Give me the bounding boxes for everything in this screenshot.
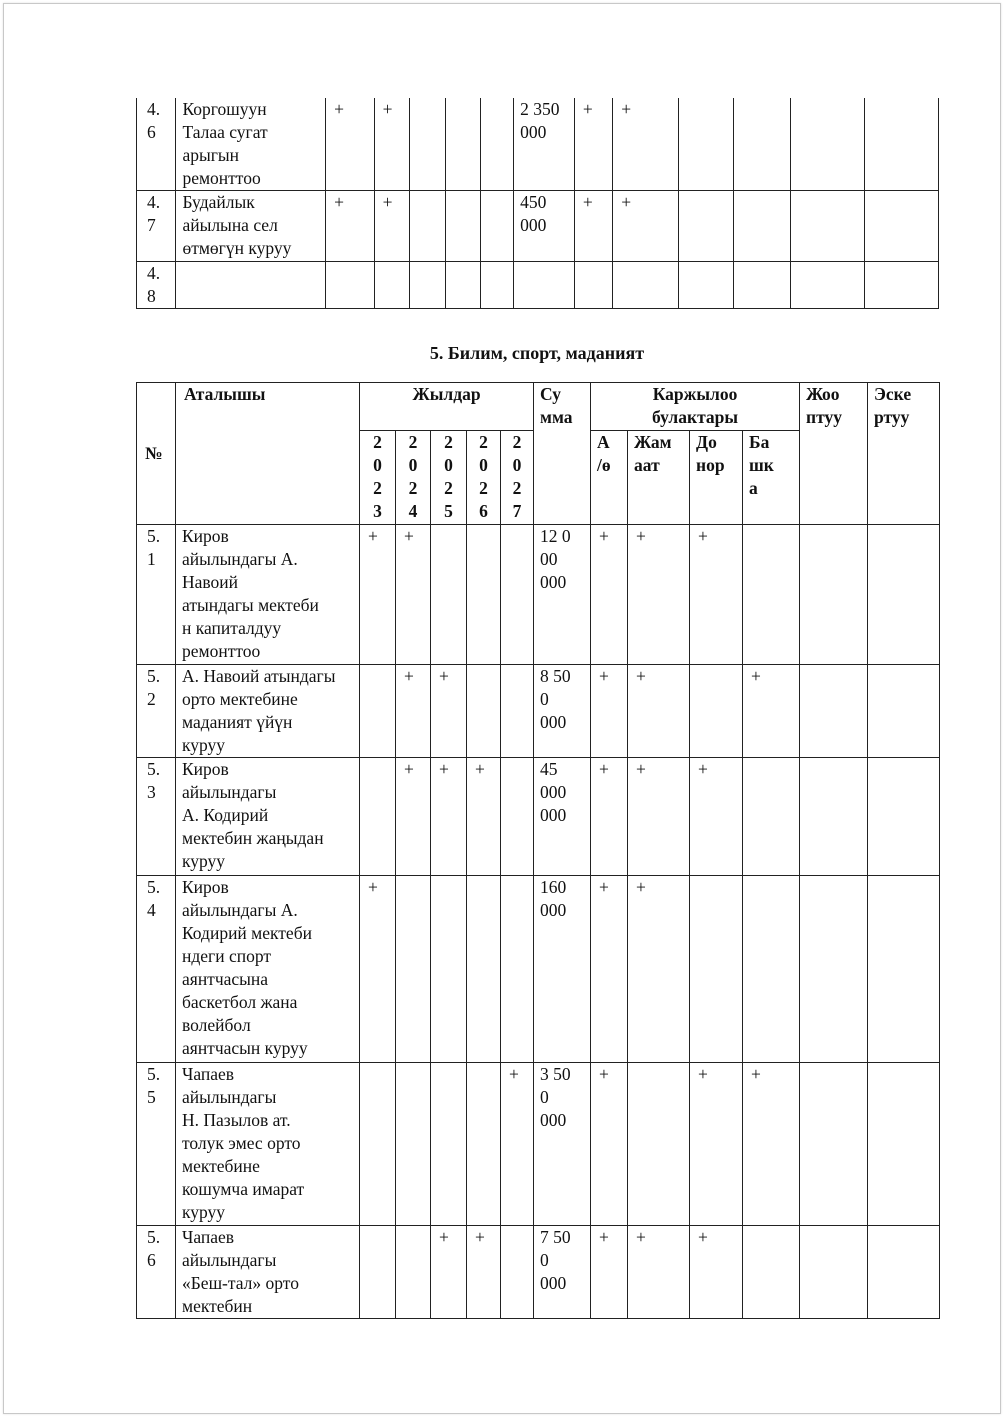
cell-y2023 xyxy=(360,758,396,876)
cell-sum xyxy=(514,262,575,309)
col-header-src-a: А /ө xyxy=(591,431,628,525)
cell-y2024: + xyxy=(396,665,431,758)
cell-y2026 xyxy=(467,525,501,665)
cell-donor xyxy=(679,98,734,191)
cell-jamaat xyxy=(613,262,679,309)
cell-name: Будайлык айылына сел өтмөгүн куруу xyxy=(176,191,326,262)
cell-num: 5. 4 xyxy=(137,876,176,1063)
table-row xyxy=(137,262,939,309)
prev-section-table xyxy=(136,98,939,309)
cell-jamaat: + xyxy=(628,525,690,665)
table-row xyxy=(137,758,940,876)
col-header-src-jamaat: Жам аат xyxy=(628,431,690,525)
cell-responsible xyxy=(800,876,868,1063)
cell-num: 5. 5 xyxy=(137,1063,176,1226)
cell-y2024: + xyxy=(396,525,431,665)
cell-a: + xyxy=(591,525,628,665)
cell-y2025: + xyxy=(431,665,467,758)
cell-jamaat: + xyxy=(613,98,679,191)
cell-note xyxy=(865,191,939,262)
cell-y2024 xyxy=(396,876,431,1063)
header-row-1 xyxy=(137,383,940,431)
cell-num: 4. 7 xyxy=(137,191,176,262)
cell-sum: 2 350 000 xyxy=(514,98,575,191)
col-header-note: Эске ртуу xyxy=(868,383,940,525)
table-row xyxy=(137,191,939,262)
cell-a: + xyxy=(574,191,612,262)
cell-note xyxy=(868,665,940,758)
cell-y2025 xyxy=(410,98,446,191)
cell-donor: + xyxy=(690,758,743,876)
cell-num: 5. 3 xyxy=(137,758,176,876)
cell-y2027: + xyxy=(501,1063,534,1226)
cell-y2026 xyxy=(446,262,480,309)
cell-bashka: + xyxy=(743,1063,800,1226)
cell-a: + xyxy=(574,98,612,191)
cell-num: 5. 6 xyxy=(137,1226,176,1319)
cell-donor: + xyxy=(690,1226,743,1319)
education-sport-culture-table xyxy=(136,382,940,1319)
cell-name: Киров айылындагы А. Кодирий мектебин жаңыдан куруу xyxy=(176,758,360,876)
col-header-years: Жылдар xyxy=(360,383,534,431)
cell-y2026 xyxy=(446,98,480,191)
cell-responsible xyxy=(800,1226,868,1319)
cell-num: 5. 2 xyxy=(137,665,176,758)
cell-y2026 xyxy=(467,665,501,758)
col-header-num: № xyxy=(137,383,176,525)
cell-y2026 xyxy=(446,191,480,262)
cell-jamaat: + xyxy=(613,191,679,262)
cell-sum: 8 50 0 000 xyxy=(534,665,591,758)
cell-y2023: + xyxy=(360,876,396,1063)
col-header-2024: 2 0 2 4 xyxy=(396,431,431,525)
cell-num: 4. 6 xyxy=(137,98,176,191)
col-header-2026: 2 0 2 6 xyxy=(467,431,501,525)
table-row xyxy=(137,876,940,1063)
cell-a: + xyxy=(591,665,628,758)
cell-y2025 xyxy=(410,262,446,309)
cell-a: + xyxy=(591,1226,628,1319)
cell-note xyxy=(868,1063,940,1226)
cell-bashka xyxy=(743,758,800,876)
cell-responsible xyxy=(800,758,868,876)
cell-y2024: + xyxy=(374,98,409,191)
cell-y2024: + xyxy=(374,191,409,262)
cell-sum: 160 000 xyxy=(534,876,591,1063)
cell-sum: 450 000 xyxy=(514,191,575,262)
cell-y2023: + xyxy=(326,191,375,262)
cell-donor xyxy=(679,262,734,309)
cell-jamaat xyxy=(628,1063,690,1226)
cell-note xyxy=(868,1226,940,1319)
cell-name: Чапаев айылындагы «Беш-тал» орто мектебин xyxy=(176,1226,360,1319)
cell-responsible xyxy=(800,1063,868,1226)
cell-y2024 xyxy=(374,262,409,309)
cell-y2027 xyxy=(501,758,534,876)
cell-donor xyxy=(679,191,734,262)
cell-y2025: + xyxy=(431,1226,467,1319)
cell-note xyxy=(868,525,940,665)
cell-donor: + xyxy=(690,525,743,665)
cell-responsible xyxy=(791,98,865,191)
cell-y2025 xyxy=(431,525,467,665)
cell-bashka xyxy=(743,1226,800,1319)
section-title: 5. Билим, спорт, маданият xyxy=(429,343,645,363)
cell-y2026 xyxy=(467,1063,501,1226)
cell-bashka xyxy=(743,876,800,1063)
cell-jamaat: + xyxy=(628,758,690,876)
cell-responsible xyxy=(800,665,868,758)
table-row xyxy=(137,98,939,191)
col-header-sum: Су мма xyxy=(534,383,591,525)
cell-y2025 xyxy=(431,876,467,1063)
cell-num: 4. 8 xyxy=(137,262,176,309)
cell-a: + xyxy=(591,1063,628,1226)
cell-y2024: + xyxy=(396,758,431,876)
col-header-sources: Каржылоо булактары xyxy=(591,383,800,431)
cell-y2025 xyxy=(410,191,446,262)
cell-note xyxy=(865,98,939,191)
cell-note xyxy=(868,876,940,1063)
cell-y2023 xyxy=(360,1063,396,1226)
cell-y2027 xyxy=(501,525,534,665)
cell-y2023: + xyxy=(360,525,396,665)
cell-num: 5. 1 xyxy=(137,525,176,665)
cell-jamaat: + xyxy=(628,1226,690,1319)
table-row xyxy=(137,1063,940,1226)
cell-y2026: + xyxy=(467,758,501,876)
col-header-2023: 2 0 2 3 xyxy=(360,431,396,525)
cell-a: + xyxy=(591,758,628,876)
cell-name: Чапаев айылындагы Н. Пазылов ат. толук эмес орто мектебине кошумча имарат куруу xyxy=(176,1063,360,1226)
table-row xyxy=(137,1226,940,1319)
cell-y2027 xyxy=(501,876,534,1063)
col-header-2027: 2 0 2 7 xyxy=(501,431,534,525)
cell-responsible xyxy=(791,191,865,262)
cell-y2024 xyxy=(396,1063,431,1226)
cell-name: Киров айылындагы А. Кодирий мектеби ндеги спорт аянтчасына баскетбол жана волейбол аянтчасын куруу xyxy=(176,876,360,1063)
col-header-src-bashka: Ба шк а xyxy=(743,431,800,525)
table-row xyxy=(137,665,940,758)
cell-donor xyxy=(690,876,743,1063)
cell-bashka xyxy=(733,191,791,262)
cell-y2025: + xyxy=(431,758,467,876)
cell-y2026: + xyxy=(467,1226,501,1319)
cell-note xyxy=(865,262,939,309)
cell-y2027 xyxy=(480,98,513,191)
cell-jamaat: + xyxy=(628,665,690,758)
cell-y2023 xyxy=(326,262,375,309)
cell-a xyxy=(574,262,612,309)
cell-name: Коргошуун Талаа сугат арыгын ремонттоо xyxy=(176,98,326,191)
cell-bashka xyxy=(733,262,791,309)
cell-donor: + xyxy=(690,1063,743,1226)
cell-name: А. Навоий атындагы орто мектебине маданият үйүн куруу xyxy=(176,665,360,758)
cell-y2027 xyxy=(501,665,534,758)
cell-sum: 45 000 000 xyxy=(534,758,591,876)
cell-responsible xyxy=(791,262,865,309)
col-header-responsible: Жоо птуу xyxy=(800,383,868,525)
cell-y2027 xyxy=(501,1226,534,1319)
cell-name xyxy=(176,262,326,309)
cell-y2027 xyxy=(480,262,513,309)
cell-y2025 xyxy=(431,1063,467,1226)
col-header-src-donor: До нор xyxy=(690,431,743,525)
col-header-2025: 2 0 2 5 xyxy=(431,431,467,525)
col-header-name: Аталышы xyxy=(176,383,360,525)
cell-jamaat: + xyxy=(628,876,690,1063)
cell-y2026 xyxy=(467,876,501,1063)
cell-sum: 3 50 0 000 xyxy=(534,1063,591,1226)
cell-responsible xyxy=(800,525,868,665)
cell-a: + xyxy=(591,876,628,1063)
cell-y2027 xyxy=(480,191,513,262)
cell-y2023 xyxy=(360,665,396,758)
cell-y2024 xyxy=(396,1226,431,1319)
cell-sum: 7 50 0 000 xyxy=(534,1226,591,1319)
cell-bashka xyxy=(733,98,791,191)
cell-y2023 xyxy=(360,1226,396,1319)
cell-y2023: + xyxy=(326,98,375,191)
cell-note xyxy=(868,758,940,876)
cell-donor xyxy=(690,665,743,758)
cell-sum: 12 0 00 000 xyxy=(534,525,591,665)
cell-bashka: + xyxy=(743,665,800,758)
table-row xyxy=(137,525,940,665)
cell-name: Киров айылындагы А. Навоий атындагы мектеби н капиталдуу ремонттоо xyxy=(176,525,360,665)
cell-bashka xyxy=(743,525,800,665)
